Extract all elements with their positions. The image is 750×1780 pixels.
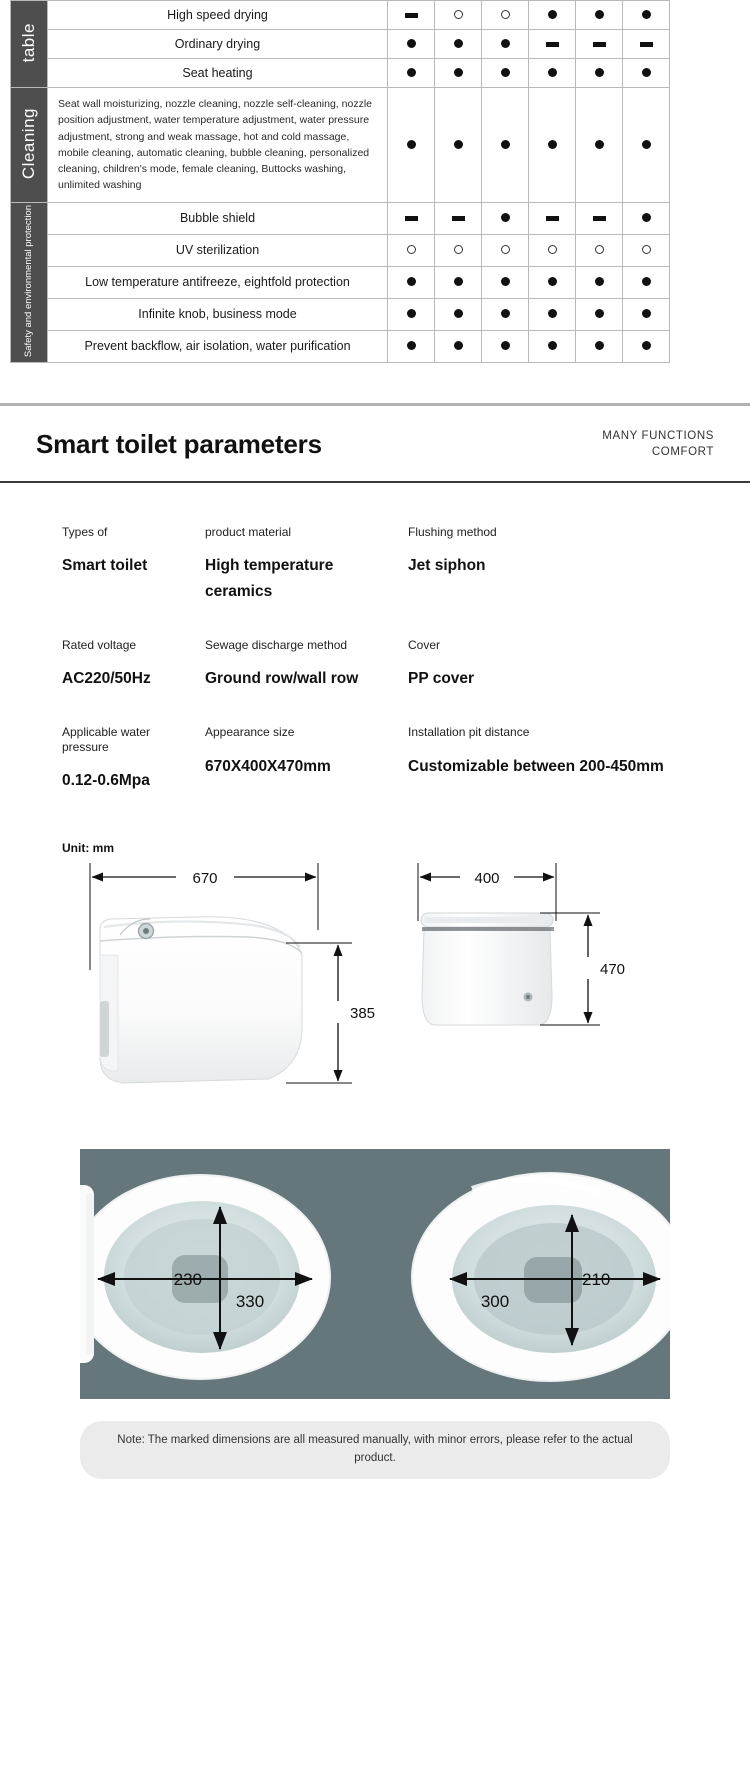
support-mark-cell xyxy=(623,202,670,234)
mark-hollow-circle xyxy=(501,10,510,19)
mark-filled-circle xyxy=(642,213,651,222)
spec-key: Applicable water pressure xyxy=(62,725,151,754)
support-mark-cell xyxy=(529,266,576,298)
table-row xyxy=(11,88,670,203)
support-mark-cell xyxy=(529,30,576,59)
category-cell xyxy=(11,1,48,88)
spec-key: Installation pit distance xyxy=(408,725,530,740)
support-mark-cell xyxy=(529,298,576,330)
support-mark-cell xyxy=(576,30,623,59)
support-mark-cell xyxy=(576,266,623,298)
support-mark-cell xyxy=(435,30,482,59)
dimension-drawings-svg xyxy=(0,855,750,1135)
support-mark-cell xyxy=(623,298,670,330)
support-mark-cell xyxy=(529,202,576,234)
mark-filled-circle xyxy=(642,277,651,286)
support-mark-cell xyxy=(388,234,435,266)
mark-dash xyxy=(405,216,418,221)
spec-cell xyxy=(408,638,688,692)
support-mark-cell xyxy=(388,202,435,234)
mark-filled-circle xyxy=(595,68,604,77)
support-mark-cell xyxy=(388,59,435,88)
mark-filled-circle xyxy=(595,10,604,19)
svg-text:400: 400 xyxy=(474,870,500,888)
spec-value: AC220/50Hz xyxy=(62,670,151,688)
mark-filled-circle xyxy=(642,68,651,77)
mark-filled-circle xyxy=(501,140,510,149)
spec-row xyxy=(0,638,750,726)
mark-filled-circle xyxy=(407,140,416,149)
note-section xyxy=(0,1399,750,1509)
support-mark-cell xyxy=(623,59,670,88)
mark-filled-circle xyxy=(595,309,604,318)
support-mark-cell xyxy=(576,88,623,203)
mark-filled-circle xyxy=(501,68,510,77)
spec-value: 670X400X470mm xyxy=(205,757,331,775)
mark-dash xyxy=(405,13,418,18)
mark-hollow-circle xyxy=(595,245,604,254)
mark-dash xyxy=(593,216,606,221)
mark-dash xyxy=(546,216,559,221)
spec-value: 0.12-0.6Mpa xyxy=(62,771,150,789)
support-mark-cell xyxy=(529,1,576,30)
support-mark-cell xyxy=(623,234,670,266)
feature-cell: Infinite knob, business mode xyxy=(48,298,388,330)
support-mark-cell xyxy=(388,30,435,59)
support-mark-cell xyxy=(482,1,529,30)
spec-cell xyxy=(0,525,205,604)
mark-dash xyxy=(640,42,653,47)
mark-filled-circle xyxy=(548,341,557,350)
support-mark-cell xyxy=(482,202,529,234)
spec-value: Smart toilet xyxy=(62,557,148,575)
mark-filled-circle xyxy=(595,140,604,149)
support-mark-cell xyxy=(482,88,529,203)
spec-value: High temperature ceramics xyxy=(205,557,334,600)
feature-cell: High speed drying xyxy=(48,1,388,30)
mark-filled-circle xyxy=(454,39,463,48)
mark-filled-circle xyxy=(501,39,510,48)
tagline-line-2: COMFORT xyxy=(651,446,714,459)
feature-cell: Prevent backflow, air isolation, water purification xyxy=(48,330,388,362)
table-row xyxy=(11,202,670,234)
support-mark-cell xyxy=(482,330,529,362)
mark-hollow-circle xyxy=(407,245,416,254)
table-row xyxy=(11,30,670,59)
mark-filled-circle xyxy=(454,309,463,318)
mark-hollow-circle xyxy=(501,245,510,254)
svg-text:470: 470 xyxy=(600,961,626,979)
spec-cell xyxy=(408,525,688,604)
mark-filled-circle xyxy=(642,309,651,318)
svg-text:385: 385 xyxy=(350,1005,376,1023)
support-mark-cell xyxy=(388,298,435,330)
category-label: Safety and environmental protection xyxy=(22,204,34,357)
spec-value: Customizable between 200-450mm xyxy=(408,757,664,775)
spec-key: Types of xyxy=(62,525,108,540)
svg-text:210: 210 xyxy=(582,1270,611,1290)
mark-dash xyxy=(593,42,606,47)
mark-filled-circle xyxy=(548,309,557,318)
header-tagline xyxy=(602,428,714,461)
table-row xyxy=(11,298,670,330)
support-mark-cell xyxy=(482,30,529,59)
mark-filled-circle xyxy=(501,309,510,318)
mark-filled-circle xyxy=(407,277,416,286)
support-mark-cell xyxy=(435,88,482,203)
mark-filled-circle xyxy=(407,341,416,350)
tagline-line-1: MANY FUNCTIONS xyxy=(602,429,714,442)
spec-key: product material xyxy=(205,525,292,540)
page-title: Smart toilet parameters xyxy=(36,428,322,459)
table-row xyxy=(11,234,670,266)
spec-value: Ground row/wall row xyxy=(205,670,359,688)
parameters-header xyxy=(0,406,750,483)
feature-cell: Seat wall moisturizing, nozzle cleaning, nozzle self-cleaning, nozzle position adjustment, water temperature adjustment, water pressure adjustment, strong and weak massage, hot and cold massage, mobile cleaning, automatic cleaning, bubble cleaning, personalized cleaning, children's mode, female cleaning, Buttocks washing, unlimited washing xyxy=(48,88,388,203)
feature-cell: Bubble shield xyxy=(48,202,388,234)
mark-filled-circle xyxy=(454,277,463,286)
mark-hollow-circle xyxy=(454,245,463,254)
spec-cell xyxy=(205,525,408,604)
unit-label: Unit: mm xyxy=(62,841,114,856)
top-view-svg xyxy=(80,1149,670,1399)
mark-filled-circle xyxy=(454,140,463,149)
mark-filled-circle xyxy=(407,39,416,48)
support-mark-cell xyxy=(388,330,435,362)
feature-cell: Low temperature antifreeze, eightfold protection xyxy=(48,266,388,298)
support-mark-cell xyxy=(388,266,435,298)
section-spacer xyxy=(0,363,750,403)
mark-dash xyxy=(546,42,559,47)
mark-filled-circle xyxy=(407,68,416,77)
mark-hollow-circle xyxy=(642,245,651,254)
mark-filled-circle xyxy=(454,68,463,77)
spec-key: Rated voltage xyxy=(62,637,137,652)
table-row xyxy=(11,59,670,88)
spec-cell xyxy=(205,638,408,692)
mark-filled-circle xyxy=(642,10,651,19)
support-mark-cell xyxy=(482,59,529,88)
category-label: table xyxy=(19,22,39,63)
svg-text:330: 330 xyxy=(235,1292,265,1312)
svg-text:230: 230 xyxy=(173,1270,202,1290)
spec-key: Sewage discharge method xyxy=(205,637,348,652)
support-mark-cell xyxy=(435,202,482,234)
support-mark-cell xyxy=(435,298,482,330)
support-mark-cell xyxy=(623,266,670,298)
mark-filled-circle xyxy=(595,341,604,350)
feature-cell: Ordinary drying xyxy=(48,30,388,59)
support-mark-cell xyxy=(576,298,623,330)
spec-cell xyxy=(0,725,205,793)
feature-comparison-table-section xyxy=(0,0,750,363)
mark-filled-circle xyxy=(595,277,604,286)
mark-filled-circle xyxy=(501,277,510,286)
support-mark-cell xyxy=(623,30,670,59)
feature-cell: UV sterilization xyxy=(48,234,388,266)
mark-filled-circle xyxy=(454,341,463,350)
support-mark-cell xyxy=(529,234,576,266)
mark-filled-circle xyxy=(501,213,510,222)
spec-key: Cover xyxy=(408,637,441,652)
support-mark-cell xyxy=(529,59,576,88)
mark-filled-circle xyxy=(642,341,651,350)
spec-key: Flushing method xyxy=(408,525,497,540)
category-cell xyxy=(11,202,48,362)
support-mark-cell xyxy=(576,330,623,362)
table-row xyxy=(11,1,670,30)
support-mark-cell xyxy=(623,1,670,30)
spec-cell xyxy=(0,638,205,692)
mark-filled-circle xyxy=(407,309,416,318)
support-mark-cell xyxy=(435,266,482,298)
spec-cell xyxy=(205,725,408,793)
support-mark-cell xyxy=(482,234,529,266)
mark-filled-circle xyxy=(548,10,557,19)
mark-filled-circle xyxy=(548,68,557,77)
feature-comparison-table xyxy=(10,0,670,363)
support-mark-cell xyxy=(388,1,435,30)
spec-value: Jet siphon xyxy=(408,557,486,575)
mark-hollow-circle xyxy=(548,245,557,254)
measurement-note: Note: The marked dimensions are all measured manually, with minor errors, please refer to the actual product. xyxy=(80,1421,670,1479)
support-mark-cell xyxy=(435,330,482,362)
support-mark-cell xyxy=(623,330,670,362)
spec-row xyxy=(0,725,750,827)
dimension-drawings xyxy=(0,855,750,1135)
table-row xyxy=(11,330,670,362)
support-mark-cell xyxy=(482,298,529,330)
table-row xyxy=(11,266,670,298)
support-mark-cell xyxy=(482,266,529,298)
svg-text:670: 670 xyxy=(192,870,218,888)
mark-dash xyxy=(452,216,465,221)
mark-hollow-circle xyxy=(454,10,463,19)
spec-row xyxy=(0,525,750,638)
category-cell xyxy=(11,88,48,203)
top-view-panel xyxy=(80,1149,670,1399)
support-mark-cell xyxy=(529,88,576,203)
feature-cell: Seat heating xyxy=(48,59,388,88)
specifications-grid xyxy=(0,483,750,837)
spec-cell xyxy=(408,725,688,793)
support-mark-cell xyxy=(435,59,482,88)
mark-filled-circle xyxy=(548,140,557,149)
spec-value: PP cover xyxy=(408,670,475,688)
mark-filled-circle xyxy=(642,140,651,149)
support-mark-cell xyxy=(529,330,576,362)
support-mark-cell xyxy=(576,1,623,30)
category-label: Cleaning xyxy=(19,107,39,179)
support-mark-cell xyxy=(576,59,623,88)
support-mark-cell xyxy=(576,234,623,266)
spec-key: Appearance size xyxy=(205,725,295,740)
svg-text:300: 300 xyxy=(480,1292,510,1312)
support-mark-cell xyxy=(435,234,482,266)
support-mark-cell xyxy=(388,88,435,203)
support-mark-cell xyxy=(623,88,670,203)
support-mark-cell xyxy=(576,202,623,234)
support-mark-cell xyxy=(435,1,482,30)
mark-filled-circle xyxy=(548,277,557,286)
mark-filled-circle xyxy=(501,341,510,350)
